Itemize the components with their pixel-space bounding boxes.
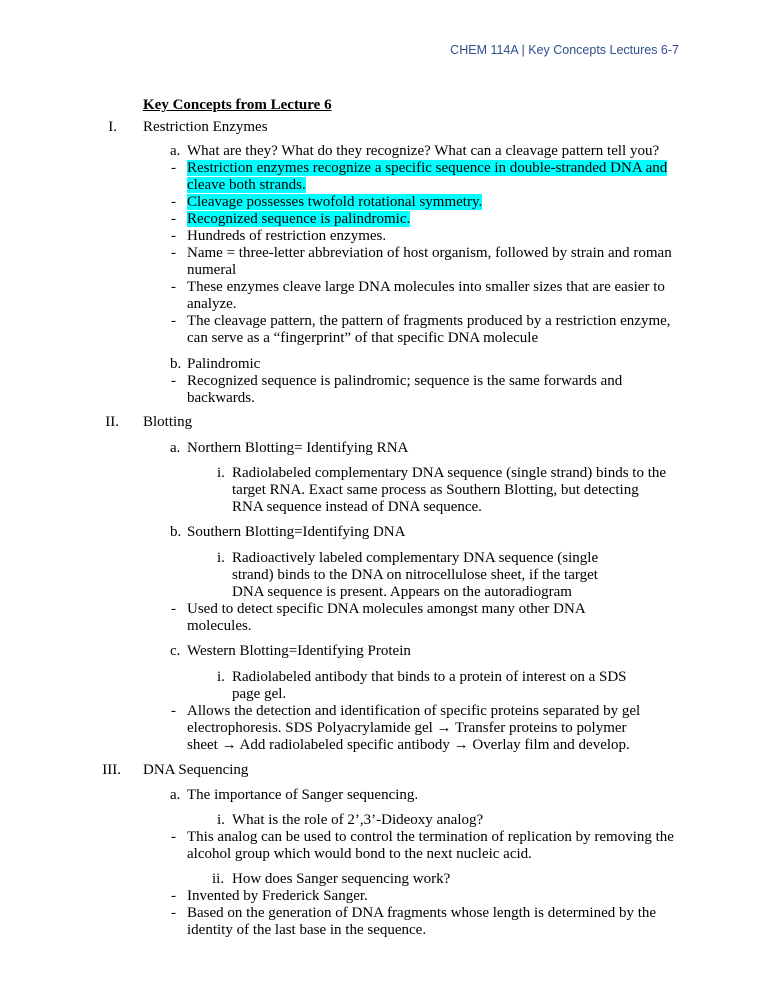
dash: - xyxy=(171,905,176,921)
dash: - xyxy=(171,228,176,244)
section-1-a-text: What are they? What do they recognize? What can a cleavage pattern tell you? xyxy=(187,143,660,159)
dash: - xyxy=(171,829,176,845)
sub-i-label: i. xyxy=(217,812,225,828)
dash: - xyxy=(171,160,176,176)
bullet-text: identity of the last base in the sequence. xyxy=(187,922,427,938)
section-2-b-label: b. xyxy=(170,524,182,540)
section-2-c-label: c. xyxy=(170,643,181,659)
section-1-b-text: Palindromic xyxy=(187,356,261,372)
sub-text: Radioactively labeled complementary DNA sequence (single xyxy=(232,550,599,566)
section-1-numeral: I. xyxy=(108,119,117,135)
bullet-text: These enzymes cleave large DNA molecules into smaller sizes that are easier to xyxy=(187,279,665,295)
bullet-text: backwards. xyxy=(187,390,255,406)
sub-text: DNA sequence is present. Appears on the autoradiogram xyxy=(232,584,572,600)
bullet-text: This analog can be used to control the termination of replication by removing the xyxy=(187,829,674,845)
section-2-b-text: Southern Blotting=Identifying DNA xyxy=(187,524,406,540)
bullet-text: Used to detect specific DNA molecules amongst many other DNA xyxy=(187,601,586,617)
section-2-heading: Blotting xyxy=(143,414,193,430)
section-2-a-text: Northern Blotting= Identifying RNA xyxy=(187,440,409,456)
page-header: CHEM 114A | Key Concepts Lectures 6-7 xyxy=(450,43,679,57)
dash: - xyxy=(171,313,176,329)
bullet-text: Invented by Frederick Sanger. xyxy=(187,888,368,904)
sub-text: page gel. xyxy=(232,686,287,702)
page-title: Key Concepts from Lecture 6 xyxy=(143,97,332,113)
dash: - xyxy=(171,211,176,227)
sub-i-label: i. xyxy=(217,550,225,566)
highlighted-text: cleave both strands. xyxy=(187,177,306,193)
bullet-text: electrophoresis. SDS Polyacrylamide gel → Transfer proteins to polymer xyxy=(187,720,627,736)
sub-text: What is the role of 2’,3’-Dideoxy analog? xyxy=(232,812,484,828)
sub-text: Radiolabeled complementary DNA sequence (single strand) binds to the xyxy=(232,465,667,481)
bullet-text: Name = three-letter abbreviation of host organism, followed by strain and roman xyxy=(187,245,672,261)
bullet-text: sheet → Add radiolabeled specific antibody → Overlay film and develop. xyxy=(187,737,630,753)
dash: - xyxy=(171,373,176,389)
sub-text: Radiolabeled antibody that binds to a protein of interest on a SDS xyxy=(232,669,627,685)
dash: - xyxy=(171,194,176,210)
section-3-a-label: a. xyxy=(170,787,181,803)
dash: - xyxy=(171,888,176,904)
dash: - xyxy=(171,245,176,261)
dash: - xyxy=(171,279,176,295)
section-3-heading: DNA Sequencing xyxy=(143,762,249,778)
section-3-numeral: III. xyxy=(102,762,121,778)
bullet-text: numeral xyxy=(187,262,237,278)
bullet-text: molecules. xyxy=(187,618,252,634)
section-2-a-label: a. xyxy=(170,440,181,456)
sub-i-label: i. xyxy=(217,669,225,685)
section-2-c-text: Western Blotting=Identifying Protein xyxy=(187,643,411,659)
section-3-a-text: The importance of Sanger sequencing. xyxy=(187,787,419,803)
sub-i-label: i. xyxy=(217,465,225,481)
sub-text: RNA sequence instead of DNA sequence. xyxy=(232,499,482,515)
bullet-text: Allows the detection and identification of specific proteins separated by gel xyxy=(187,703,641,719)
section-1-b-label: b. xyxy=(170,356,182,372)
bullet-text: Hundreds of restriction enzymes. xyxy=(187,228,387,244)
highlighted-text: Cleavage possesses twofold rotational symmetry. xyxy=(187,194,483,210)
bullet-text: analyze. xyxy=(187,296,237,312)
sub-text: strand) binds to the DNA on nitrocellulose sheet, if the target xyxy=(232,567,598,583)
section-1-a-label: a. xyxy=(170,143,181,159)
dash: - xyxy=(171,601,176,617)
sub-ii-label: ii. xyxy=(212,871,225,887)
section-2-numeral: II. xyxy=(105,414,119,430)
section-1-heading: Restriction Enzymes xyxy=(143,119,268,135)
bullet-text: Based on the generation of DNA fragments whose length is determined by the xyxy=(187,905,657,921)
sub-text: target RNA. Exact same process as Southern Blotting, but detecting xyxy=(232,482,639,498)
bullet-text: can serve as a “fingerprint” of that specific DNA molecule xyxy=(187,330,539,346)
bullet-text: Recognized sequence is palindromic; sequence is the same forwards and xyxy=(187,373,623,389)
bullet-text: The cleavage pattern, the pattern of fragments produced by a restriction enzyme, xyxy=(187,313,671,329)
highlighted-text: Recognized sequence is palindromic. xyxy=(187,211,411,227)
highlighted-text: Restriction enzymes recognize a specific sequence in double-stranded DNA and xyxy=(187,160,668,176)
dash: - xyxy=(171,703,176,719)
bullet-text: alcohol group which would bond to the next nucleic acid. xyxy=(187,846,532,862)
sub-text: How does Sanger sequencing work? xyxy=(232,871,451,887)
